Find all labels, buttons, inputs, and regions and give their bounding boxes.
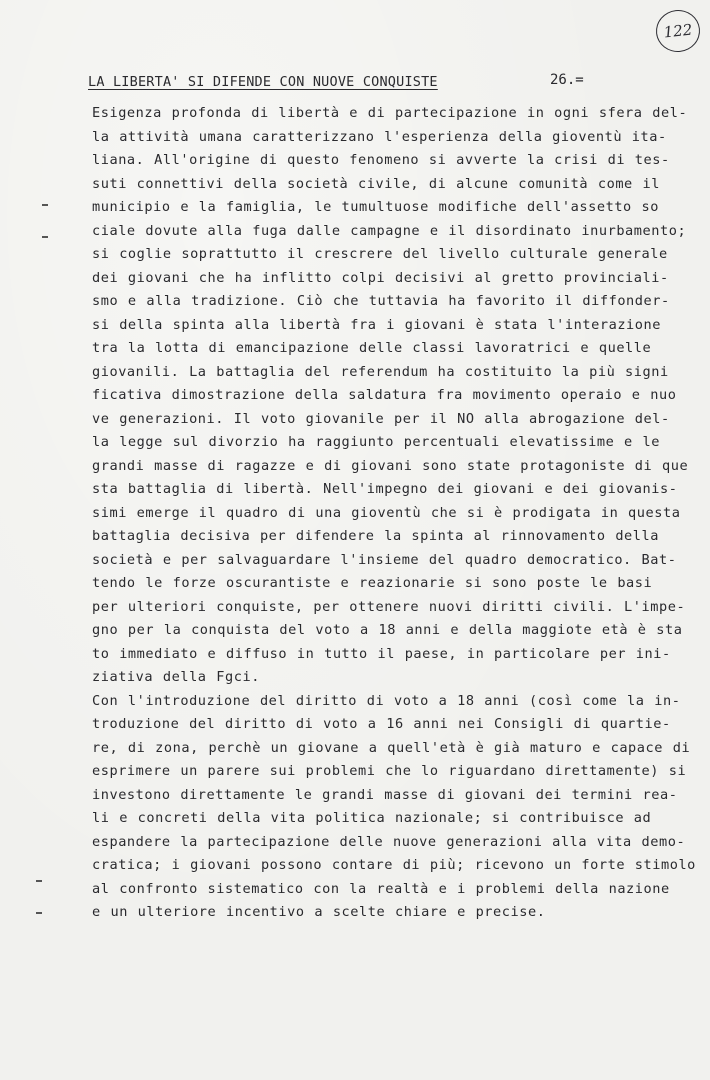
- text-line: al confronto sistematico con la realtà e i problemi della nazione: [92, 880, 670, 897]
- text-line: re, di zona, perchè un giovane a quell'età è già maturo e capace di: [92, 739, 691, 756]
- text-line: investono direttamente le grandi masse di giovani dei termini rea-: [92, 786, 678, 803]
- text-line: gno per la conquista del voto a 18 anni e della maggiote età è sta: [92, 622, 683, 638]
- text-line: municipio e la famiglia, le tumultuose modifiche dell'assetto so: [92, 199, 659, 215]
- text-line: simi emerge il quadro di una gioventù che si è prodigata in questa: [92, 504, 681, 521]
- text-line: giovanili. La battaglia del referendum ha costituito la più signi: [92, 363, 669, 380]
- text-line: suti connettivi della società civile, di alcune comunità come il: [92, 175, 660, 192]
- text-line: si coglie soprattutto il crescrere del livello culturale generale: [92, 246, 668, 262]
- text-line: Esigenza profonda di libertà e di partecipazione in ogni sfera del-: [92, 105, 688, 121]
- text-line: per ulteriori conquiste, per ottenere nuovi diritti civili. L'impe-: [92, 598, 686, 615]
- text-line: liana. All'origine di questo fenomeno si avverte la crisi di tes-: [92, 152, 670, 168]
- page-number: 26.=: [550, 72, 584, 88]
- margin-mark: [42, 236, 48, 238]
- text-line: espandere la partecipazione delle nuove generazioni alla vita demo-: [92, 833, 686, 850]
- text-line: smo e alla tradizione. Ciò che tuttavia ha favorito il diffonder-: [92, 293, 670, 309]
- text-line: la attività umana caratterizzano l'esperienza della gioventù ita-: [92, 128, 667, 145]
- text-line: battaglia decisiva per difendere la spinta al rinnovamento della: [92, 528, 659, 544]
- text-line: grandi masse di ragazze e di giovani sono state protagoniste di que: [92, 457, 689, 474]
- stamp-number: 122: [662, 20, 694, 42]
- text-line: ciale dovute alla fuga dalle campagne e il disordinato inurbamento;: [92, 222, 687, 239]
- text-line: la legge sul divorzio ha raggiunto percentuali elevatissime e le: [92, 434, 660, 450]
- text-line: ficativa dimostrazione della saldatura fra movimento operaio e nuo: [92, 387, 677, 403]
- text-line: dei giovani che ha inflitto colpi decisivi al gretto provinciali-: [92, 269, 669, 286]
- text-line: Con l'introduzione del diritto di voto a 18 anni (così come la in-: [92, 692, 681, 709]
- text-line: e un ulteriore incentivo a scelte chiare e precise.: [92, 904, 546, 920]
- body-text: [92, 102, 696, 925]
- text-line: sta battaglia di libertà. Nell'impegno dei giovani e dei giovanis-: [92, 481, 678, 497]
- text-line: si della spinta alla libertà fra i giovani è stata l'interazione: [92, 316, 661, 333]
- text-line: to immediato e diffuso in tutto il paese, in particolare per ini-: [92, 645, 671, 662]
- text-line: ve generazioni. Il voto giovanile per il NO alla abrogazione del-: [92, 410, 670, 427]
- text-line: tendo le forze oscurantiste e reazionarie si sono poste le basi: [92, 575, 653, 591]
- margin-mark: [36, 880, 42, 882]
- text-line: li e concreti della vita politica nazionale; si contribuisce ad: [92, 810, 652, 826]
- text-line: tra la lotta di emancipazione delle classi lavoratrici e quelle: [92, 340, 652, 356]
- text-line: cratica; i giovani possono contare di più; ricevono un forte stimolo: [92, 857, 696, 873]
- text-line: società e per salvaguardare l'insieme del quadro democratico. Bat-: [92, 551, 677, 568]
- text-line: esprimere un parere sui problemi che lo riguardano direttamente) si: [92, 763, 687, 779]
- document-header: [88, 72, 628, 92]
- text-line: troduzione del diritto di voto a 16 anni nei Consigli di quartie-: [92, 716, 671, 732]
- page-stamp: [654, 8, 702, 54]
- text-line: ziativa della Fgci.: [92, 669, 260, 685]
- document-title: LA LIBERTA' SI DIFENDE CON NUOVE CONQUISTE: [88, 74, 438, 90]
- margin-mark: [36, 912, 42, 914]
- margin-mark: [42, 204, 48, 206]
